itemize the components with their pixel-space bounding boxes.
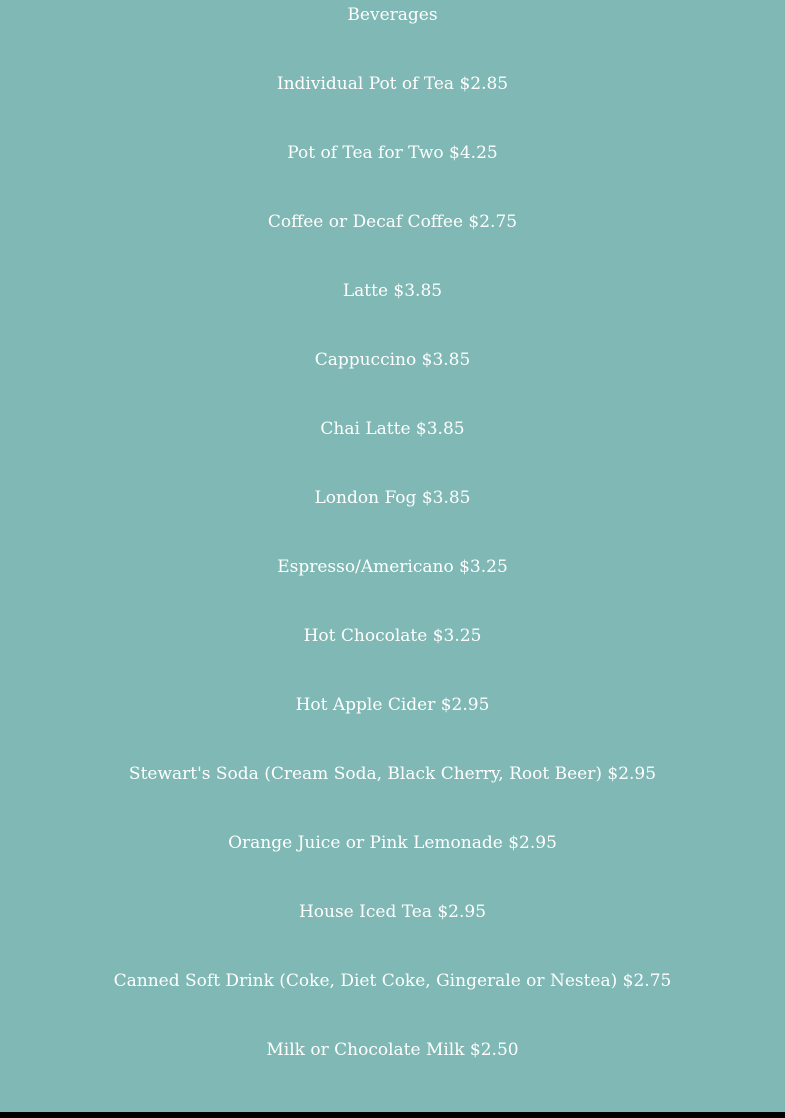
menu-item: Milk or Chocolate Milk $2.50 [266, 1040, 519, 1060]
menu-item: Canned Soft Drink (Coke, Diet Coke, Gingerale or Nestea) $2.75 [113, 971, 672, 991]
menu-item: House Iced Tea $2.95 [298, 902, 487, 922]
menu-item: Cappuccino $3.85 [314, 350, 471, 370]
menu-item: Coffee or Decaf Coffee $2.75 [267, 212, 518, 232]
menu-item: Chai Latte $3.85 [320, 419, 465, 439]
menu-heading: Beverages [347, 5, 438, 25]
menu-item: Stewart's Soda (Cream Soda, Black Cherry, Root Beer) $2.95 [128, 764, 657, 784]
menu-item: Orange Juice or Pink Lemonade $2.95 [228, 833, 557, 853]
menu-item: Hot Apple Cider $2.95 [295, 695, 490, 715]
menu-item: Pot of Tea for Two $4.25 [287, 143, 498, 163]
menu-item: London Fog $3.85 [314, 488, 471, 508]
menu-item: Hot Chocolate $3.25 [303, 626, 482, 646]
menu-item: Espresso/Americano $3.25 [277, 557, 508, 577]
menu-item: Latte $3.85 [342, 281, 443, 301]
bottom-border [0, 1112, 785, 1118]
menu-item: Individual Pot of Tea $2.85 [276, 74, 509, 94]
